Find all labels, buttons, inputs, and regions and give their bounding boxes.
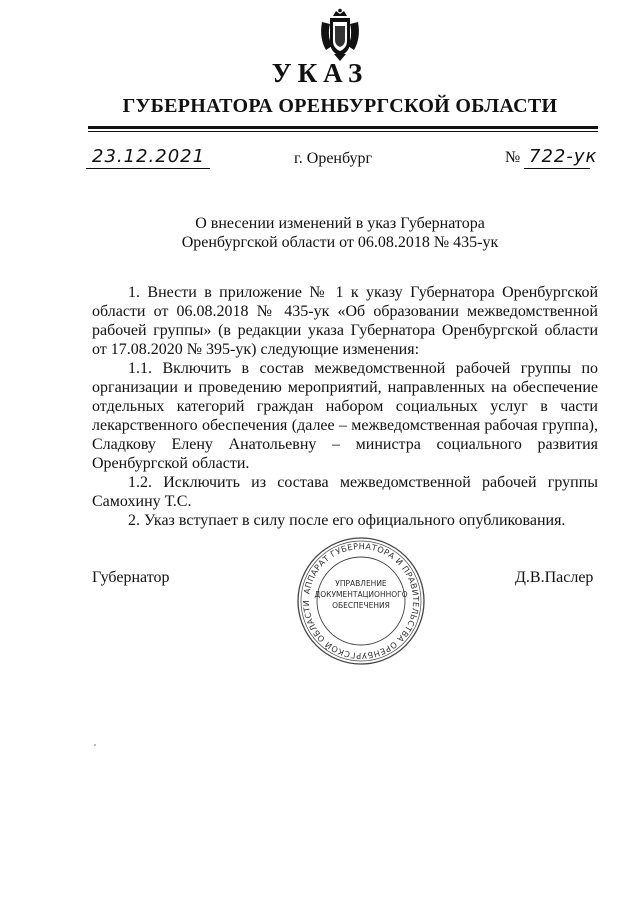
document-body xyxy=(92,283,598,530)
document-number: 722-ук xyxy=(529,146,598,167)
stamp-line-3: ОБЕСПЕЧЕНИЯ xyxy=(332,601,390,610)
paragraph-1-2: 1.2. Исключить из состава межведомственной рабочей группы Самохину Т.С. xyxy=(92,474,598,510)
signer-name: Д.В.Паслер xyxy=(515,569,594,586)
stamp-center-text xyxy=(310,578,412,611)
paragraph-1: 1. Внести в приложение № 1 к указу Губернатора Оренбургской области от 06.08.2018 № 435-ук «Об образовании межведомственной рабочей группы» (в редакции указа Губернатора Оренбургской области от 17.08.2020 № 395-ук) следующие изменения: xyxy=(92,284,598,358)
signer-title: Губернатор xyxy=(92,569,170,586)
issuer-heading: ГУБЕРНАТОРА ОРЕНБУРГСКОЙ ОБЛАСТИ xyxy=(122,95,558,117)
document-city: г. Оренбург xyxy=(294,150,373,167)
paragraph-2: 2. Указ вступает в силу после его официального опубликования. xyxy=(128,512,566,529)
paragraph-1-1: 1.1. Включить в состав межведомственной рабочей группы по организации и проведению мероприятий, направленных на обеспечение отдельных категорий граждан набором социальных услуг в части лекарственного обеспечения (далее – межведомственная рабочая группа), Сладкову Елену Анатольевну – министра социального развития Оренбургской области. xyxy=(92,360,598,472)
number-sign: № xyxy=(505,149,521,166)
header-divider-thin xyxy=(88,131,598,132)
document-title xyxy=(0,214,640,252)
scan-speck xyxy=(94,744,96,746)
header-divider-thick xyxy=(88,126,598,129)
stamp-line-1: УПРАВЛЕНИЕ xyxy=(335,579,387,588)
stamp-line-2: ДОКУМЕНТАЦИОННОГО xyxy=(314,590,408,599)
stamp-ring-text: АППАРАТ ГУБЕРНАТОРА И ПРАВИТЕЛЬСТВА ОРЕНБУРГСКОЙ ОБЛАСТИ xyxy=(300,540,422,662)
coat-of-arms-icon xyxy=(318,8,362,62)
number-underline xyxy=(524,168,590,169)
title-line-1: О внесении изменений в указ Губернатора xyxy=(195,215,485,232)
date-underline xyxy=(86,168,210,169)
document-type-heading: УКАЗ xyxy=(271,58,369,88)
document-date: 23.12.2021 xyxy=(92,146,206,167)
title-line-2: Оренбургской области от 06.08.2018 № 435-ук xyxy=(181,234,499,251)
